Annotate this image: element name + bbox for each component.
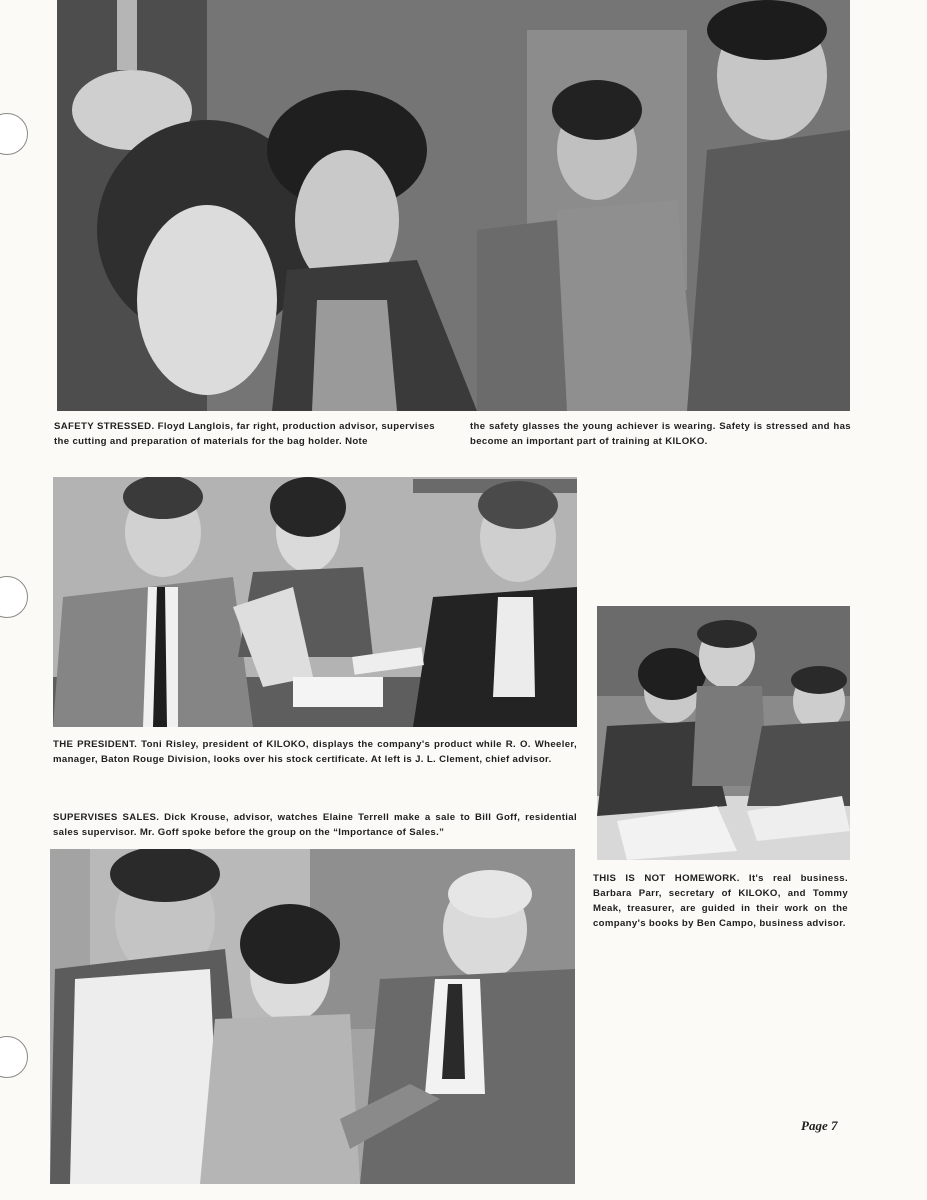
sales-caption: SUPERVISES SALES. Dick Krouse, advisor, watches Elaine Terrell make a sale to Bill Goff, residential sales supervisor. Mr. Goff spoke before the group on the “Importance of Sales.” (53, 812, 577, 838)
homework-caption: THIS IS NOT HOMEWORK. It's real business. Barbara Parr, secretary of KILOKO, and Tommy Meak, treasurer, are guided in their work on the company's books by Ben Campo, business advisor. (593, 873, 848, 929)
binder-hole (0, 113, 28, 155)
binder-hole (0, 1036, 28, 1078)
president-caption: THE PRESIDENT. Toni Risley, president of KILOKO, displays the company's product while R. O. Wheeler, manager, Baton Rouge Division, looks over his stock certificate. At left is J. L. Clement, chief advisor. (53, 739, 577, 765)
safety-photo (57, 0, 850, 411)
president-photo (53, 477, 577, 727)
page-number: Page 7 (801, 1118, 838, 1133)
safety-caption-left: SAFETY STRESSED. Floyd Langlois, far right, production advisor, supervises the cutting and preparation of materials for the bag holder. Note (54, 421, 435, 447)
safety-caption-right: the safety glasses the young achiever is wearing. Safety is stressed and has become an important part of training at KILOKO. (470, 421, 851, 447)
binder-hole (0, 576, 28, 618)
homework-photo (597, 606, 850, 860)
sales-photo (50, 849, 575, 1184)
